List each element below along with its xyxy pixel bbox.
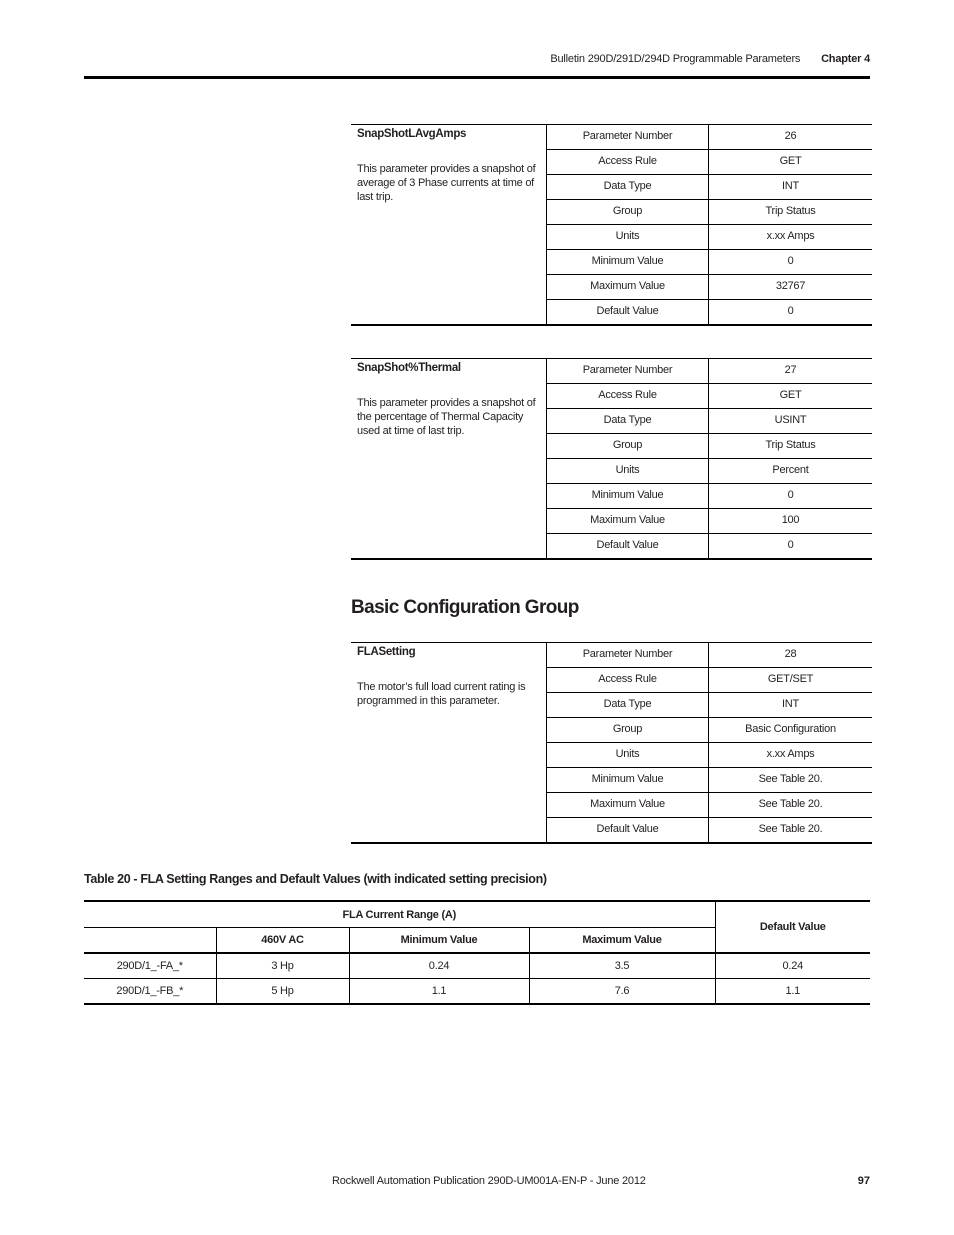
param-row: [547, 668, 872, 693]
attr-value: 26: [784, 130, 797, 142]
model-cell: 290D/1_-FB_*: [84, 979, 216, 1005]
attr-label: Parameter Number: [547, 359, 709, 383]
param-row: [547, 693, 872, 718]
table-caption: Table 20 - FLA Setting Ranges and Default Values (with indicated setting precision): [84, 872, 547, 886]
attr-value: x.xx Amps: [766, 230, 815, 242]
attr-value: GET: [779, 389, 802, 401]
attr-label: Group: [547, 434, 709, 458]
attr-label: Minimum Value: [547, 484, 709, 508]
table-row: [84, 953, 870, 979]
attr-label: Data Type: [547, 409, 709, 433]
attr-value: 100: [781, 514, 800, 526]
min-cell: 0.24: [349, 953, 529, 979]
attr-value: INT: [782, 180, 799, 192]
hp-cell: 3 Hp: [216, 953, 349, 979]
param-description: The motor’s full load current rating is programmed in this parameter.: [357, 681, 526, 707]
default-cell: 1.1: [715, 979, 870, 1005]
attr-value: GET/SET: [767, 673, 814, 685]
fla-range-group-header: FLA Current Range (A): [84, 901, 715, 928]
param-row: [547, 459, 872, 484]
attr-label: Group: [547, 200, 709, 224]
attr-value: 0: [787, 539, 794, 551]
attr-value: 0: [787, 255, 794, 267]
page-header: [84, 50, 870, 79]
attr-value: Percent: [772, 464, 809, 476]
attr-value: Trip Status: [765, 205, 816, 217]
minimum-value-header: Minimum Value: [349, 928, 529, 954]
running-header: [550, 53, 870, 65]
attr-label: Data Type: [547, 175, 709, 199]
attr-label: Group: [547, 718, 709, 742]
param-row: [547, 718, 872, 743]
param-row: [547, 818, 872, 842]
param-row: [547, 743, 872, 768]
fla-setting-table: [84, 900, 870, 1005]
param-description: This parameter provides a snapshot of the percentage of Thermal Capacity used at time of last trip.: [357, 397, 536, 437]
table-row: [84, 979, 870, 1005]
attr-label: Default Value: [547, 300, 709, 324]
param-attributes: [547, 643, 872, 842]
param-info: [351, 125, 547, 324]
hp-cell: 5 Hp: [216, 979, 349, 1005]
attr-value: Trip Status: [765, 439, 816, 451]
default-cell: 0.24: [715, 953, 870, 979]
attr-label: Parameter Number: [547, 643, 709, 667]
attr-value: INT: [782, 698, 799, 710]
page-number: 97: [857, 1175, 870, 1187]
param-row: [547, 300, 872, 324]
publication-footer: Rockwell Automation Publication 290D-UM001A-EN-P - June 2012: [332, 1175, 646, 1187]
attr-value: GET: [779, 155, 802, 167]
param-attributes: [547, 125, 872, 324]
param-table-snapshot-thermal: [351, 358, 872, 560]
attr-label: Default Value: [547, 818, 709, 842]
param-row: [547, 150, 872, 175]
param-attributes: [547, 359, 872, 558]
model-header: [84, 928, 216, 954]
param-description: This parameter provides a snapshot of average of 3 Phase currents at time of last trip.: [357, 163, 536, 203]
param-row: [547, 534, 872, 558]
voltage-460-header: 460V AC: [216, 928, 349, 954]
attr-value: See Table 20.: [758, 823, 823, 835]
param-row: [547, 225, 872, 250]
param-row: [547, 275, 872, 300]
param-row: [547, 175, 872, 200]
bulletin-title: Bulletin 290D/291D/294D Programmable Parameters: [550, 53, 801, 65]
param-row: [547, 125, 872, 150]
param-row: [547, 409, 872, 434]
attr-label: Maximum Value: [547, 275, 709, 299]
param-row: [547, 359, 872, 384]
section-title: Basic Configuration Group: [351, 597, 579, 618]
param-info: [351, 643, 547, 842]
attr-value: x.xx Amps: [766, 748, 815, 760]
model-cell: 290D/1_-FA_*: [84, 953, 216, 979]
param-row: [547, 200, 872, 225]
param-row: [547, 643, 872, 668]
param-row: [547, 434, 872, 459]
attr-label: Parameter Number: [547, 125, 709, 149]
param-row: [547, 768, 872, 793]
attr-value: 27: [784, 364, 797, 376]
attr-value: USINT: [774, 414, 807, 426]
attr-label: Access Rule: [547, 150, 709, 174]
maximum-value-header: Maximum Value: [529, 928, 715, 954]
param-row: [547, 484, 872, 509]
attr-value: 0: [787, 489, 794, 501]
attr-label: Data Type: [547, 693, 709, 717]
attr-value: 28: [784, 648, 797, 660]
param-name: SnapShot%Thermal: [357, 362, 461, 374]
param-table-snapshotlavgamps: [351, 124, 872, 326]
attr-label: Maximum Value: [547, 509, 709, 533]
attr-label: Minimum Value: [547, 768, 709, 792]
attr-label: Minimum Value: [547, 250, 709, 274]
attr-label: Units: [547, 225, 709, 249]
param-row: [547, 250, 872, 275]
param-name: FLASetting: [357, 646, 416, 658]
param-row: [547, 509, 872, 534]
min-cell: 1.1: [349, 979, 529, 1005]
attr-label: Default Value: [547, 534, 709, 558]
default-value-header: Default Value: [715, 901, 870, 953]
param-name: SnapShotLAvgAmps: [357, 128, 467, 140]
max-cell: 7.6: [529, 979, 715, 1005]
param-info: [351, 359, 547, 558]
max-cell: 3.5: [529, 953, 715, 979]
attr-label: Units: [547, 743, 709, 767]
chapter-label: Chapter 4: [821, 53, 870, 65]
attr-label: Maximum Value: [547, 793, 709, 817]
param-table-flasetting: [351, 642, 872, 844]
param-row: [547, 384, 872, 409]
attr-label: Units: [547, 459, 709, 483]
attr-value: See Table 20.: [758, 773, 823, 785]
attr-label: Access Rule: [547, 668, 709, 692]
attr-value: 0: [787, 305, 794, 317]
attr-label: Access Rule: [547, 384, 709, 408]
attr-value: Basic Configuration: [745, 723, 836, 735]
attr-value: 32767: [775, 280, 806, 292]
attr-value: See Table 20.: [758, 798, 823, 810]
param-row: [547, 793, 872, 818]
